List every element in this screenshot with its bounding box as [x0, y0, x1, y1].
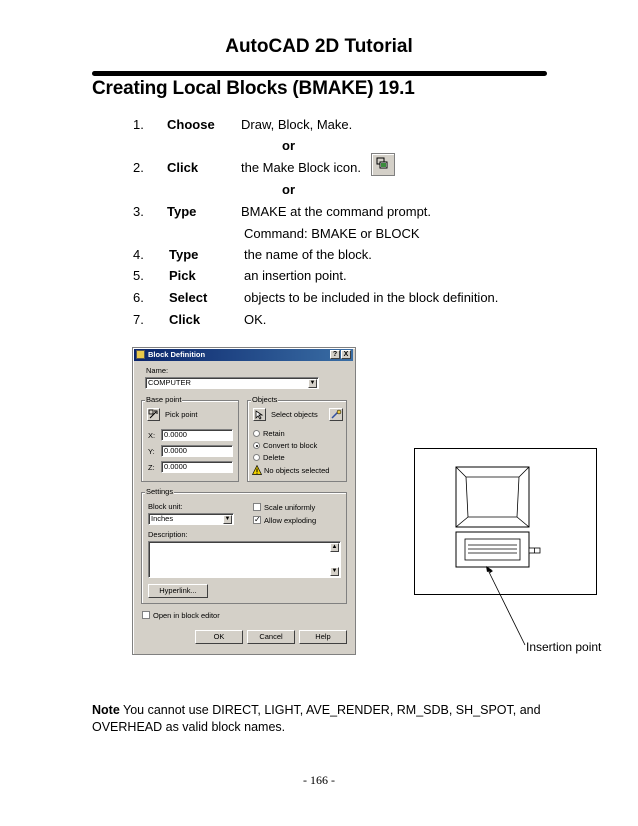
quick-select-icon	[330, 409, 342, 420]
allow-exploding-label: Allow exploding	[264, 516, 317, 525]
allow-exploding-checkbox[interactable]: ✓	[254, 515, 261, 524]
dialog-title: Block Definition	[148, 350, 206, 359]
step-text: Draw, Block, Make.	[241, 117, 353, 132]
step-number: 1.	[133, 117, 144, 132]
description-textarea[interactable]	[148, 541, 341, 578]
settings-label: Settings	[146, 487, 174, 496]
ok-button[interactable]: OK	[195, 630, 243, 644]
x-input[interactable]: 0.0000	[161, 429, 233, 441]
select-objects-label: Select objects	[271, 410, 318, 419]
description-label: Description:	[148, 530, 188, 539]
help-title-button[interactable]: ?	[330, 350, 340, 359]
z-label: Z:	[148, 463, 155, 472]
note-label: Note	[92, 703, 120, 717]
scroll-down-icon[interactable]: ▼	[331, 568, 338, 574]
x-label: X:	[148, 431, 156, 440]
delete-radio[interactable]	[253, 454, 260, 461]
insertion-leader-line	[480, 560, 530, 652]
scroll-up-icon[interactable]: ▲	[331, 544, 338, 550]
retain-label: Retain	[263, 429, 285, 438]
app-icon	[136, 350, 145, 359]
open-in-block-editor-checkbox[interactable]	[142, 611, 150, 619]
select-objects-icon	[254, 409, 265, 420]
step-text: OK.	[244, 312, 267, 327]
help-button[interactable]: Help	[299, 630, 347, 644]
quick-select-button[interactable]	[329, 408, 343, 421]
insertion-point-label: Insertion point	[526, 640, 602, 654]
objects-label: Objects	[252, 395, 278, 404]
retain-radio[interactable]	[253, 430, 260, 437]
base-point-label: Base point	[146, 395, 182, 404]
step-verb: Click	[167, 160, 199, 175]
step-text: an insertion point.	[244, 268, 347, 283]
note-text: You cannot use DIRECT, LIGHT, AVE_RENDER, RM_SDB, SH_SPOT, and OVERHEAD as valid block names.	[92, 703, 541, 734]
step-number: 6.	[133, 290, 144, 305]
warning-icon	[252, 465, 262, 475]
block-unit-label: Block unit:	[148, 502, 183, 511]
step-text: the Make Block icon.	[241, 160, 361, 175]
section-title: Creating Local Blocks (BMAKE) 19.1	[92, 78, 415, 99]
close-button[interactable]: X	[341, 350, 351, 359]
chevron-down-icon[interactable]: ▼	[309, 380, 316, 386]
convert-to-block-label: Convert to block	[263, 441, 318, 450]
step-verb: Choose	[167, 117, 215, 132]
scale-uniformly-checkbox[interactable]	[253, 503, 261, 511]
step-verb: Select	[169, 290, 208, 305]
name-combobox[interactable]	[145, 377, 319, 389]
step-text: the name of the block.	[244, 247, 372, 262]
page-number: - 166 -	[303, 773, 335, 787]
step-verb: Click	[169, 312, 201, 327]
pick-point-icon	[148, 409, 159, 420]
dialog-titlebar	[134, 349, 353, 361]
step-number: 2.	[133, 160, 144, 175]
step-verb: Type	[167, 204, 197, 219]
step-number: 4.	[133, 247, 144, 262]
delete-label: Delete	[263, 453, 285, 462]
pick-point-label: Pick point	[165, 410, 198, 419]
convert-to-block-radio[interactable]	[253, 442, 260, 449]
select-objects-button[interactable]	[253, 408, 266, 421]
name-label: Name:	[146, 366, 169, 375]
warning-text: No objects selected	[264, 466, 330, 475]
step-text: BMAKE at the command prompt.	[241, 204, 432, 219]
y-label: Y:	[148, 447, 155, 456]
or-label: or	[282, 138, 295, 153]
chevron-down-icon[interactable]: ▼	[224, 516, 231, 522]
block-definition-dialog	[132, 347, 356, 655]
cancel-button[interactable]: Cancel	[247, 630, 295, 644]
pick-point-button[interactable]	[147, 408, 160, 421]
name-value: COMPUTER	[148, 378, 191, 387]
z-input[interactable]: 0.0000	[161, 461, 233, 473]
step-number: 7.	[133, 312, 144, 327]
note-paragraph	[92, 702, 552, 736]
step-number: 3.	[133, 204, 144, 219]
scale-uniformly-label: Scale uniformly	[264, 503, 316, 512]
document-title: AutoCAD 2D Tutorial	[225, 36, 413, 57]
block-unit-value: Inches	[151, 514, 174, 523]
step-verb: Type	[169, 247, 199, 262]
open-in-block-editor-label: Open in block editor	[153, 611, 220, 620]
y-input[interactable]: 0.0000	[161, 445, 233, 457]
block-unit-select[interactable]	[148, 513, 234, 525]
make-block-icon[interactable]	[371, 153, 395, 176]
command-line-text: Command: BMAKE or BLOCK	[244, 226, 420, 241]
step-verb: Pick	[169, 268, 196, 283]
hyperlink-button[interactable]: Hyperlink...	[148, 584, 208, 598]
or-label: or	[282, 182, 295, 197]
step-number: 5.	[133, 268, 144, 283]
title-rule	[92, 71, 547, 76]
step-text: objects to be included in the block definition.	[244, 290, 499, 305]
